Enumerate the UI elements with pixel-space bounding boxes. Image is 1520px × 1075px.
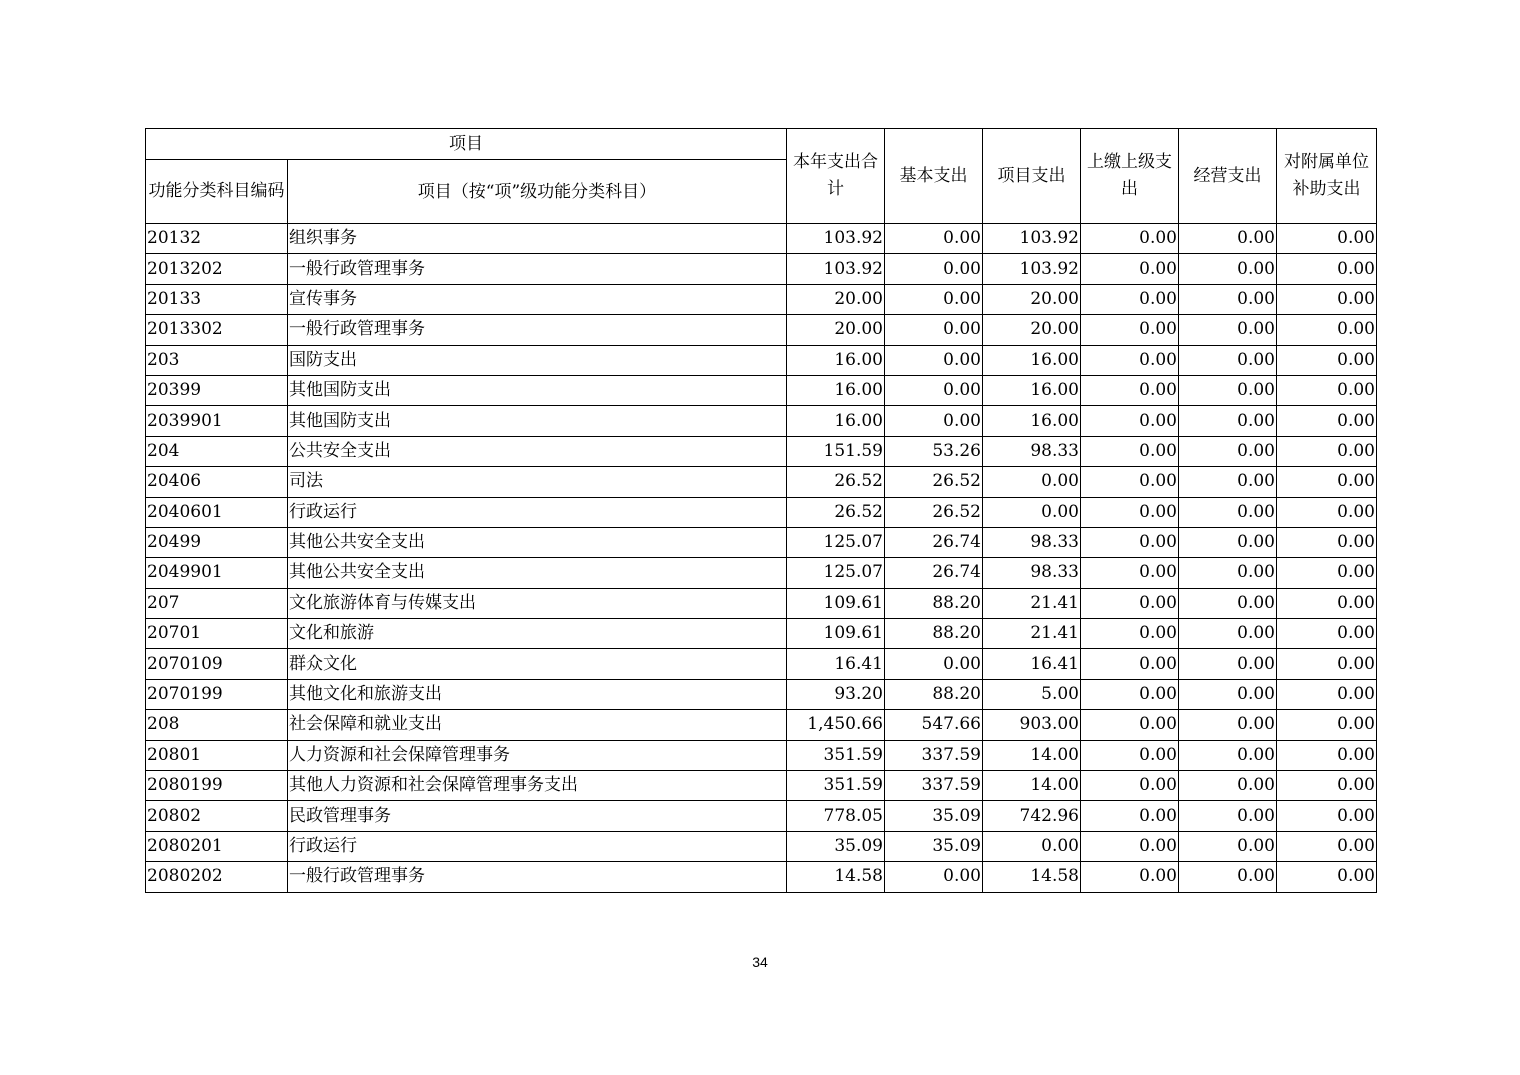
subsidy-expenditure-cell: 0.00: [1277, 224, 1377, 254]
subsidy-expenditure-cell: 0.00: [1277, 254, 1377, 284]
category-name-cell: 一般行政管理事务: [288, 254, 787, 284]
project-expenditure-cell: 14.58: [983, 862, 1081, 892]
upper-remittance-cell: 0.00: [1081, 527, 1179, 557]
project-expenditure-cell: 16.00: [983, 406, 1081, 436]
category-code-cell: 2070109: [146, 649, 288, 679]
business-expenditure-cell: 0.00: [1179, 224, 1277, 254]
project-expenditure-cell: 14.00: [983, 740, 1081, 770]
total-expenditure-cell: 109.61: [787, 588, 885, 618]
basic-expenditure-cell: 0.00: [885, 406, 983, 436]
category-name-cell: 其他国防支出: [288, 375, 787, 405]
project-expenditure-cell: 903.00: [983, 710, 1081, 740]
expenditure-table: [145, 128, 1377, 893]
basic-expenditure-cell: 0.00: [885, 649, 983, 679]
basic-expenditure-cell: 0.00: [885, 315, 983, 345]
category-code-cell: 2070199: [146, 679, 288, 709]
upper-remittance-cell: 0.00: [1081, 436, 1179, 466]
table-row: [146, 831, 1377, 861]
upper-remittance-cell: 0.00: [1081, 771, 1179, 801]
category-name-cell: 国防支出: [288, 345, 787, 375]
project-expenditure-cell: 20.00: [983, 315, 1081, 345]
business-expenditure-cell: 0.00: [1179, 558, 1277, 588]
total-expenditure-cell: 14.58: [787, 862, 885, 892]
basic-expenditure-cell: 26.52: [885, 467, 983, 497]
upper-remittance-cell: 0.00: [1081, 224, 1179, 254]
business-expenditure-cell: 0.00: [1179, 406, 1277, 436]
total-expenditure-cell: 109.61: [787, 619, 885, 649]
basic-expenditure-cell: 0.00: [885, 254, 983, 284]
table-body: [146, 224, 1377, 893]
category-code-cell: 2039901: [146, 406, 288, 436]
category-code-cell: 20406: [146, 467, 288, 497]
business-expenditure-cell: 0.00: [1179, 801, 1277, 831]
header-business: 经营支出: [1179, 129, 1277, 224]
header-subsidy: 对附属单位补助支出: [1277, 129, 1377, 224]
business-expenditure-cell: 0.00: [1179, 771, 1277, 801]
basic-expenditure-cell: 337.59: [885, 740, 983, 770]
table-row: [146, 740, 1377, 770]
table-header: [146, 129, 1377, 224]
subsidy-expenditure-cell: 0.00: [1277, 801, 1377, 831]
category-code-cell: 20499: [146, 527, 288, 557]
total-expenditure-cell: 16.41: [787, 649, 885, 679]
table-row: [146, 527, 1377, 557]
category-code-cell: 20399: [146, 375, 288, 405]
total-expenditure-cell: 35.09: [787, 831, 885, 861]
total-expenditure-cell: 103.92: [787, 254, 885, 284]
subsidy-expenditure-cell: 0.00: [1277, 649, 1377, 679]
project-expenditure-cell: 5.00: [983, 679, 1081, 709]
basic-expenditure-cell: 0.00: [885, 375, 983, 405]
business-expenditure-cell: 0.00: [1179, 345, 1277, 375]
business-expenditure-cell: 0.00: [1179, 831, 1277, 861]
total-expenditure-cell: 125.07: [787, 558, 885, 588]
business-expenditure-cell: 0.00: [1179, 619, 1277, 649]
header-project: 项目支出: [983, 129, 1081, 224]
category-code-cell: 2040601: [146, 497, 288, 527]
business-expenditure-cell: 0.00: [1179, 315, 1277, 345]
project-expenditure-cell: 0.00: [983, 831, 1081, 861]
subsidy-expenditure-cell: 0.00: [1277, 862, 1377, 892]
basic-expenditure-cell: 337.59: [885, 771, 983, 801]
upper-remittance-cell: 0.00: [1081, 710, 1179, 740]
subsidy-expenditure-cell: 0.00: [1277, 345, 1377, 375]
project-expenditure-cell: 21.41: [983, 588, 1081, 618]
business-expenditure-cell: 0.00: [1179, 497, 1277, 527]
category-code-cell: 2013302: [146, 315, 288, 345]
project-expenditure-cell: 14.00: [983, 771, 1081, 801]
upper-remittance-cell: 0.00: [1081, 649, 1179, 679]
upper-remittance-cell: 0.00: [1081, 284, 1179, 314]
total-expenditure-cell: 1,450.66: [787, 710, 885, 740]
business-expenditure-cell: 0.00: [1179, 254, 1277, 284]
table-row: [146, 224, 1377, 254]
category-name-cell: 群众文化: [288, 649, 787, 679]
upper-remittance-cell: 0.00: [1081, 740, 1179, 770]
basic-expenditure-cell: 88.20: [885, 588, 983, 618]
basic-expenditure-cell: 26.74: [885, 558, 983, 588]
upper-remittance-cell: 0.00: [1081, 619, 1179, 649]
basic-expenditure-cell: 35.09: [885, 801, 983, 831]
table-row: [146, 406, 1377, 436]
header-total: 本年支出合计: [787, 129, 885, 224]
table-row: [146, 679, 1377, 709]
category-name-cell: 组织事务: [288, 224, 787, 254]
table-row: [146, 771, 1377, 801]
category-code-cell: 2080202: [146, 862, 288, 892]
table-row: [146, 315, 1377, 345]
total-expenditure-cell: 351.59: [787, 740, 885, 770]
total-expenditure-cell: 93.20: [787, 679, 885, 709]
category-code-cell: 20132: [146, 224, 288, 254]
project-expenditure-cell: 742.96: [983, 801, 1081, 831]
business-expenditure-cell: 0.00: [1179, 679, 1277, 709]
table-row: [146, 254, 1377, 284]
category-name-cell: 其他人力资源和社会保障管理事务支出: [288, 771, 787, 801]
subsidy-expenditure-cell: 0.00: [1277, 740, 1377, 770]
basic-expenditure-cell: 0.00: [885, 224, 983, 254]
subsidy-expenditure-cell: 0.00: [1277, 527, 1377, 557]
category-name-cell: 文化旅游体育与传媒支出: [288, 588, 787, 618]
category-name-cell: 文化和旅游: [288, 619, 787, 649]
table-row: [146, 375, 1377, 405]
category-code-cell: 2049901: [146, 558, 288, 588]
upper-remittance-cell: 0.00: [1081, 406, 1179, 436]
category-name-cell: 司法: [288, 467, 787, 497]
header-group-project: 项目: [146, 129, 787, 160]
total-expenditure-cell: 20.00: [787, 315, 885, 345]
basic-expenditure-cell: 88.20: [885, 679, 983, 709]
upper-remittance-cell: 0.00: [1081, 497, 1179, 527]
page-number: 34: [752, 954, 768, 970]
subsidy-expenditure-cell: 0.00: [1277, 436, 1377, 466]
table-row: [146, 436, 1377, 466]
basic-expenditure-cell: 0.00: [885, 345, 983, 375]
header-code: 功能分类科目编码: [146, 160, 288, 224]
project-expenditure-cell: 0.00: [983, 497, 1081, 527]
business-expenditure-cell: 0.00: [1179, 740, 1277, 770]
category-name-cell: 人力资源和社会保障管理事务: [288, 740, 787, 770]
category-name-cell: 行政运行: [288, 497, 787, 527]
upper-remittance-cell: 0.00: [1081, 375, 1179, 405]
category-code-cell: 207: [146, 588, 288, 618]
upper-remittance-cell: 0.00: [1081, 801, 1179, 831]
basic-expenditure-cell: 547.66: [885, 710, 983, 740]
table-row: [146, 497, 1377, 527]
category-code-cell: 203: [146, 345, 288, 375]
category-code-cell: 2080201: [146, 831, 288, 861]
business-expenditure-cell: 0.00: [1179, 710, 1277, 740]
business-expenditure-cell: 0.00: [1179, 862, 1277, 892]
category-code-cell: 208: [146, 710, 288, 740]
upper-remittance-cell: 0.00: [1081, 254, 1179, 284]
subsidy-expenditure-cell: 0.00: [1277, 710, 1377, 740]
project-expenditure-cell: 16.00: [983, 375, 1081, 405]
category-name-cell: 其他国防支出: [288, 406, 787, 436]
subsidy-expenditure-cell: 0.00: [1277, 619, 1377, 649]
category-code-cell: 2013202: [146, 254, 288, 284]
business-expenditure-cell: 0.00: [1179, 649, 1277, 679]
business-expenditure-cell: 0.00: [1179, 588, 1277, 618]
project-expenditure-cell: 21.41: [983, 619, 1081, 649]
basic-expenditure-cell: 26.74: [885, 527, 983, 557]
subsidy-expenditure-cell: 0.00: [1277, 588, 1377, 618]
total-expenditure-cell: 26.52: [787, 467, 885, 497]
category-name-cell: 社会保障和就业支出: [288, 710, 787, 740]
subsidy-expenditure-cell: 0.00: [1277, 679, 1377, 709]
upper-remittance-cell: 0.00: [1081, 467, 1179, 497]
basic-expenditure-cell: 0.00: [885, 862, 983, 892]
category-name-cell: 宣传事务: [288, 284, 787, 314]
business-expenditure-cell: 0.00: [1179, 527, 1277, 557]
business-expenditure-cell: 0.00: [1179, 436, 1277, 466]
table-row: [146, 345, 1377, 375]
header-name: 项目（按“项”级功能分类科目）: [288, 160, 787, 224]
project-expenditure-cell: 0.00: [983, 467, 1081, 497]
subsidy-expenditure-cell: 0.00: [1277, 497, 1377, 527]
table-row: [146, 467, 1377, 497]
subsidy-expenditure-cell: 0.00: [1277, 406, 1377, 436]
total-expenditure-cell: 16.00: [787, 345, 885, 375]
total-expenditure-cell: 16.00: [787, 375, 885, 405]
subsidy-expenditure-cell: 0.00: [1277, 558, 1377, 588]
table-row: [146, 588, 1377, 618]
total-expenditure-cell: 20.00: [787, 284, 885, 314]
total-expenditure-cell: 26.52: [787, 497, 885, 527]
category-name-cell: 其他文化和旅游支出: [288, 679, 787, 709]
upper-remittance-cell: 0.00: [1081, 862, 1179, 892]
category-name-cell: 一般行政管理事务: [288, 315, 787, 345]
business-expenditure-cell: 0.00: [1179, 375, 1277, 405]
total-expenditure-cell: 351.59: [787, 771, 885, 801]
category-name-cell: 其他公共安全支出: [288, 527, 787, 557]
header-basic: 基本支出: [885, 129, 983, 224]
project-expenditure-cell: 103.92: [983, 254, 1081, 284]
upper-remittance-cell: 0.00: [1081, 345, 1179, 375]
subsidy-expenditure-cell: 0.00: [1277, 831, 1377, 861]
total-expenditure-cell: 16.00: [787, 406, 885, 436]
category-code-cell: 2080199: [146, 771, 288, 801]
basic-expenditure-cell: 0.00: [885, 284, 983, 314]
total-expenditure-cell: 778.05: [787, 801, 885, 831]
project-expenditure-cell: 103.92: [983, 224, 1081, 254]
category-code-cell: 20701: [146, 619, 288, 649]
project-expenditure-cell: 98.33: [983, 558, 1081, 588]
total-expenditure-cell: 103.92: [787, 224, 885, 254]
upper-remittance-cell: 0.00: [1081, 558, 1179, 588]
project-expenditure-cell: 98.33: [983, 436, 1081, 466]
basic-expenditure-cell: 26.52: [885, 497, 983, 527]
project-expenditure-cell: 16.41: [983, 649, 1081, 679]
project-expenditure-cell: 16.00: [983, 345, 1081, 375]
category-code-cell: 204: [146, 436, 288, 466]
upper-remittance-cell: 0.00: [1081, 588, 1179, 618]
upper-remittance-cell: 0.00: [1081, 831, 1179, 861]
table-row: [146, 558, 1377, 588]
category-code-cell: 20801: [146, 740, 288, 770]
header-upper: 上缴上级支出: [1081, 129, 1179, 224]
upper-remittance-cell: 0.00: [1081, 315, 1179, 345]
subsidy-expenditure-cell: 0.00: [1277, 467, 1377, 497]
basic-expenditure-cell: 88.20: [885, 619, 983, 649]
subsidy-expenditure-cell: 0.00: [1277, 771, 1377, 801]
business-expenditure-cell: 0.00: [1179, 284, 1277, 314]
upper-remittance-cell: 0.00: [1081, 679, 1179, 709]
table-row: [146, 619, 1377, 649]
table-row: [146, 710, 1377, 740]
category-name-cell: 公共安全支出: [288, 436, 787, 466]
table-row: [146, 649, 1377, 679]
total-expenditure-cell: 125.07: [787, 527, 885, 557]
subsidy-expenditure-cell: 0.00: [1277, 375, 1377, 405]
project-expenditure-cell: 98.33: [983, 527, 1081, 557]
category-name-cell: 一般行政管理事务: [288, 862, 787, 892]
subsidy-expenditure-cell: 0.00: [1277, 315, 1377, 345]
category-name-cell: 其他公共安全支出: [288, 558, 787, 588]
category-name-cell: 民政管理事务: [288, 801, 787, 831]
basic-expenditure-cell: 53.26: [885, 436, 983, 466]
table-row: [146, 862, 1377, 892]
subsidy-expenditure-cell: 0.00: [1277, 284, 1377, 314]
category-code-cell: 20802: [146, 801, 288, 831]
total-expenditure-cell: 151.59: [787, 436, 885, 466]
category-name-cell: 行政运行: [288, 831, 787, 861]
table-row: [146, 801, 1377, 831]
table-row: [146, 284, 1377, 314]
category-code-cell: 20133: [146, 284, 288, 314]
basic-expenditure-cell: 35.09: [885, 831, 983, 861]
business-expenditure-cell: 0.00: [1179, 467, 1277, 497]
project-expenditure-cell: 20.00: [983, 284, 1081, 314]
